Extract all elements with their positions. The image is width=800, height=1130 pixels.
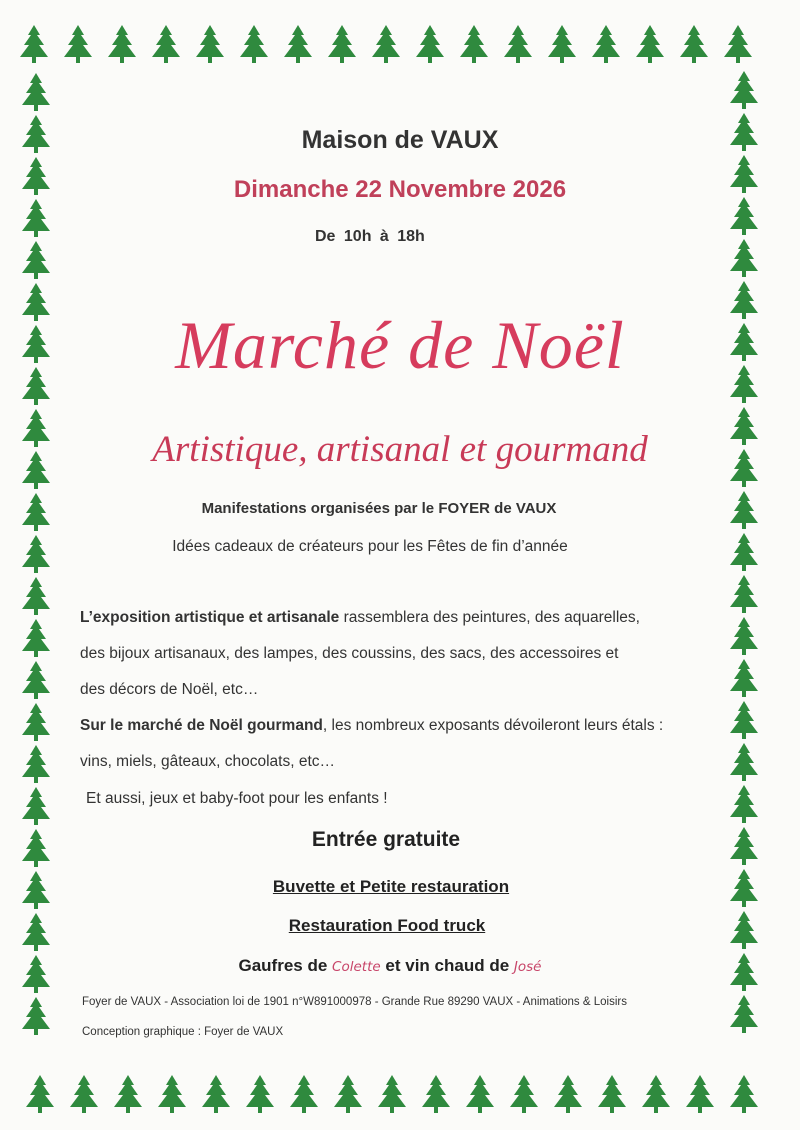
christmas-tree-icon [64,25,92,63]
design-credit: Conception graphique : Foyer de VAUX [82,1026,284,1038]
christmas-tree-icon [378,1075,406,1113]
christmas-tree-icon [70,1075,98,1113]
christmas-tree-icon [240,25,268,63]
christmas-tree-icon [372,25,400,63]
christmas-tree-icon [724,25,752,63]
christmas-tree-icon [22,787,50,825]
christmas-tree-icon [196,25,224,63]
organizer-line: Manifestations organisées par le FOYER de VAUX [201,500,557,517]
exhibition-highlight: L’exposition artistique et artisanale [80,609,340,626]
christmas-tree-icon [22,199,50,237]
description-line-1 [80,609,640,627]
christmas-tree-icon [22,703,50,741]
poster-title: Marché de Noël [175,307,625,383]
mulled-wine-text: et vin chaud de [380,956,514,975]
description-line-3: des décors de Noël, etc… [80,681,259,698]
christmas-tree-icon [422,1075,450,1113]
christmas-tree-icon [22,241,50,279]
christmas-tree-icon [504,25,532,63]
helper-name-jose: José [513,959,542,975]
christmas-tree-icon [636,25,664,63]
christmas-tree-icon [730,743,758,781]
christmas-tree-icon [152,25,180,63]
christmas-tree-icon [466,1075,494,1113]
food-truck-line: Restauration Food truck [288,916,486,935]
christmas-tree-icon [460,25,488,63]
christmas-tree-icon [730,617,758,655]
christmas-tree-icon [20,25,48,63]
helper-name-colette: Colette [332,959,381,975]
free-entry: Entrée gratuite [311,828,461,851]
gourmet-market-highlight: Sur le marché de Noël gourmand [80,717,323,734]
christmas-tree-icon [114,1075,142,1113]
christmas-tree-icon [22,73,50,111]
christmas-tree-icon [334,1075,362,1113]
christmas-tree-icon [686,1075,714,1113]
description-line-6: Et aussi, jeux et baby-foot pour les enfants ! [86,790,388,807]
christmas-tree-icon [510,1075,538,1113]
christmas-tree-icon [328,25,356,63]
christmas-tree-icon [730,1075,758,1113]
christmas-tree-icon [730,239,758,277]
waffles-text: Gaufres de [238,956,333,975]
gift-ideas-line: Idées cadeaux de créateurs pour les Fêtes de fin d’année [172,538,568,555]
description-text: rassemblera des peintures, des aquarelles, [339,609,640,626]
christmas-tree-icon [730,785,758,823]
christmas-tree-icon [108,25,136,63]
poster-subtitle: Artistique, artisanal et gourmand [152,429,648,470]
christmas-tree-icon [158,1075,186,1113]
description-line-4 [80,717,663,735]
christmas-tree-icon [548,25,576,63]
christmas-tree-icon [22,997,50,1035]
christmas-tree-icon [598,1075,626,1113]
christmas-tree-icon [22,661,50,699]
christmas-tree-icon [730,71,758,109]
description-line-2: des bijoux artisanaux, des lampes, des coussins, des sacs, des accessoires et [80,645,619,662]
christmas-tree-icon [202,1075,230,1113]
christmas-tree-icon [22,577,50,615]
christmas-tree-icon [680,25,708,63]
venue-title: Maison de VAUX [301,126,499,154]
christmas-tree-icon [22,745,50,783]
christmas-tree-icon [730,995,758,1033]
christmas-tree-icon [730,701,758,739]
waffles-line [0,956,780,976]
christmas-tree-icon [416,25,444,63]
refreshments-line: Buvette et Petite restauration [272,877,510,896]
christmas-tree-icon [554,1075,582,1113]
description-text: , les nombreux exposants dévoileront leurs étals : [322,717,664,734]
christmas-tree-icon [284,25,312,63]
christmas-tree-icon [642,1075,670,1113]
event-date: Dimanche 22 Novembre 2026 [233,176,567,203]
event-hours: De 10h à 18h [315,228,425,245]
christmas-tree-icon [22,619,50,657]
description-line-5: vins, miels, gâteaux, chocolats, etc… [80,753,336,770]
christmas-tree-icon [592,25,620,63]
christmas-tree-icon [730,659,758,697]
christmas-tree-icon [246,1075,274,1113]
christmas-tree-icon [26,1075,54,1113]
christmas-tree-icon [290,1075,318,1113]
christmas-tree-icon [730,575,758,613]
association-footer: Foyer de VAUX - Association loi de 1901 n°W891000978 - Grande Rue 89290 VAUX - Animations & Loisirs [82,996,627,1008]
